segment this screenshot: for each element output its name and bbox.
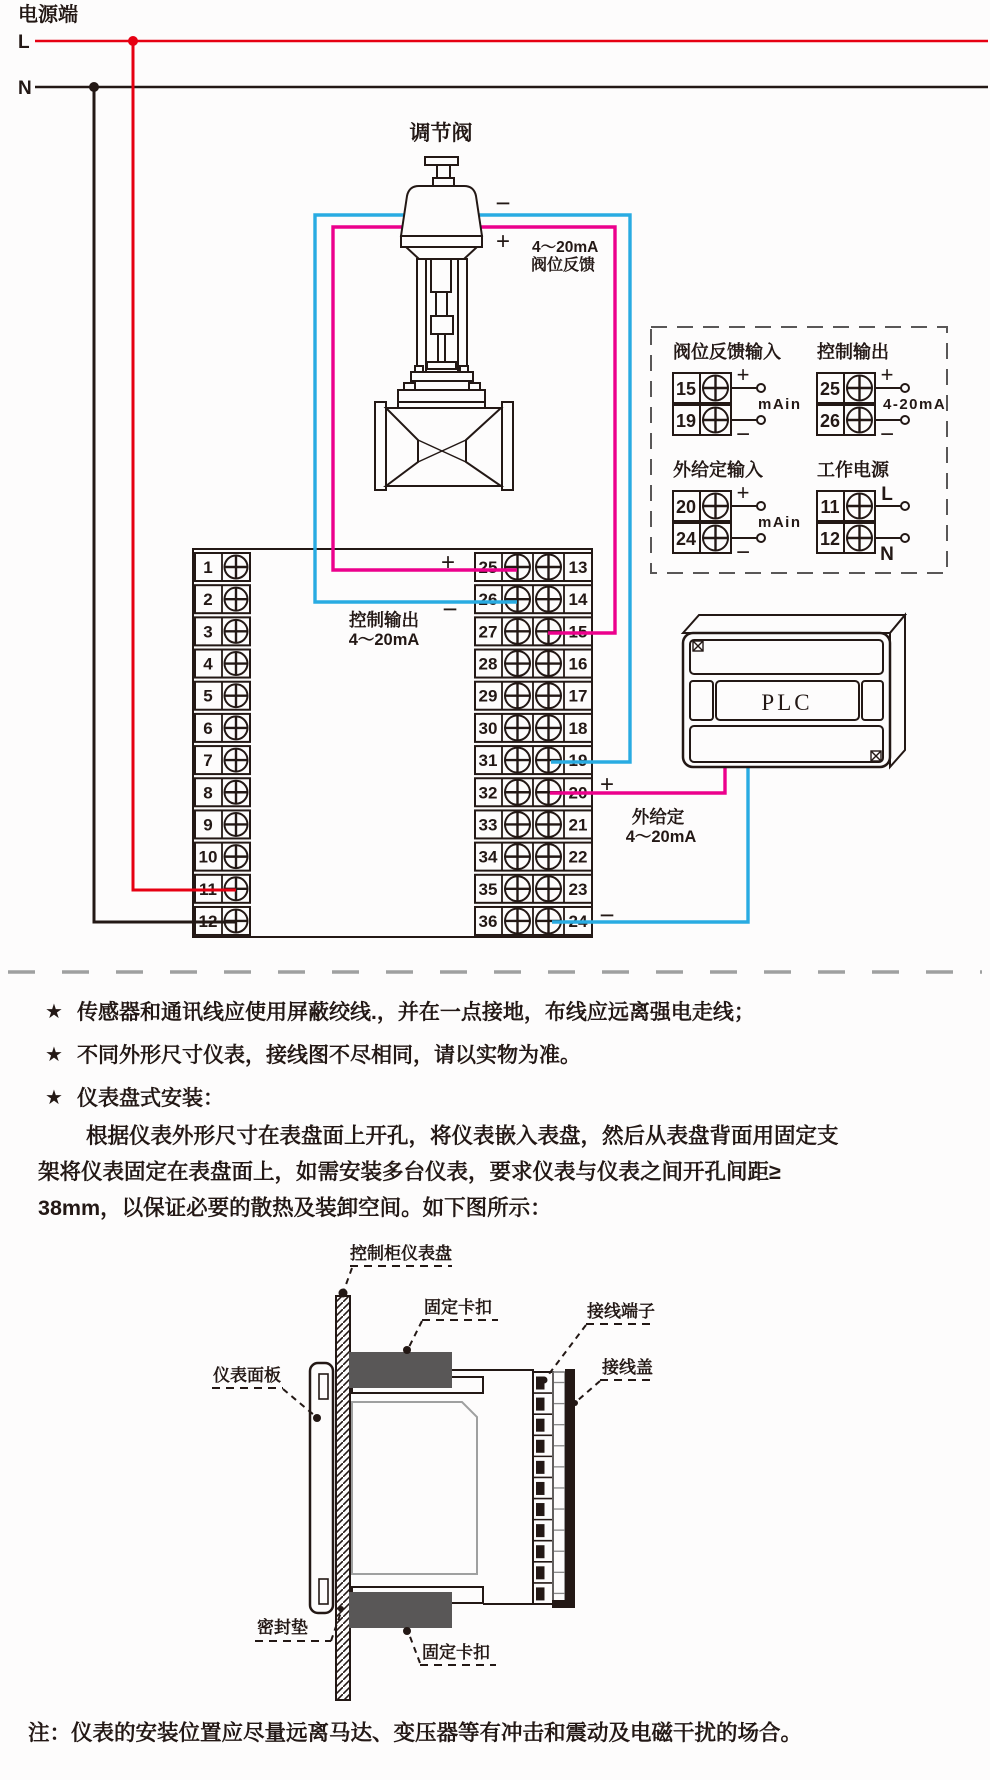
paragraph-line: 38mm，以保证必要的散热及装卸空间。如下图所示： — [38, 1196, 552, 1220]
terminal-number: 6 — [203, 718, 213, 738]
fixing-clip-bottom — [349, 1592, 452, 1628]
terminal-number: − — [735, 421, 751, 448]
power-rails — [18, 2, 988, 99]
terminal-number: 19 — [568, 751, 588, 771]
label-clip-bottom: 固定卡扣 — [422, 1643, 490, 1662]
legend-group — [673, 459, 802, 566]
note-bullet-text: 传感器和通讯线应使用屏蔽绞线.，并在一点接地，布线应远离强电走线； — [77, 1001, 755, 1024]
plc-label: PLC — [761, 690, 813, 715]
legend-group — [817, 459, 909, 565]
terminal-number: N — [880, 544, 894, 565]
terminal-number: 12 — [819, 529, 841, 549]
terminal-number: 21 — [568, 815, 588, 835]
terminal-number: 33 — [478, 815, 498, 835]
setpoint-name: 外给定 — [631, 807, 685, 827]
terminal-number: 24 — [675, 529, 697, 549]
terminal-block — [193, 549, 592, 937]
terminal-number: − — [879, 421, 895, 448]
footnote: 注：仪表的安装位置应尽量远离马达、变压器等有冲击和震动及电磁干扰的场合。 — [28, 1721, 803, 1745]
legend-group — [673, 341, 802, 448]
terminal-number: 15 — [675, 379, 697, 399]
terminal-number: 15 — [568, 622, 588, 642]
valve-title: 调节阀 — [409, 122, 473, 145]
setpoint-range: 4～20mA — [625, 828, 697, 846]
neutral-label: N — [18, 78, 32, 99]
label-terminals: 接线端子 — [587, 1302, 655, 1321]
terminal-number: mAin — [758, 396, 802, 413]
label-front-panel: 仪表面板 — [213, 1366, 281, 1385]
terminal-number: 16 — [568, 654, 588, 674]
terminal-number: 控制输出 — [817, 342, 889, 362]
terminal-number: 20 — [568, 783, 588, 803]
label-cover: 接线盖 — [602, 1358, 653, 1377]
legend-box — [651, 327, 947, 573]
star-icon: ★ — [45, 1001, 63, 1023]
terminal-number: 25 — [819, 379, 841, 399]
terminal-number: L — [881, 484, 893, 505]
terminal-number: − — [735, 539, 751, 566]
note-bullet-text: 不同外形尺寸仪表，接线图不尽相同，请以实物为准。 — [77, 1044, 581, 1067]
terminal-number: mAin — [758, 514, 802, 531]
power-title: 电源端 — [18, 4, 78, 26]
terminal-number: 25 — [478, 558, 498, 577]
terminal-number: 36 — [478, 911, 498, 931]
terminal-number: 3 — [203, 622, 213, 642]
plc-box — [683, 615, 905, 767]
installation-diagram — [0, 1230, 990, 1720]
terminal-number: + — [736, 480, 750, 505]
terminal-number: 35 — [478, 879, 498, 899]
paragraph-line: 根据仪表外形尺寸在表盘面上开孔，将仪表嵌入表盘，然后从表盘背面用固定支 — [86, 1124, 839, 1148]
terminal-number: 22 — [568, 847, 588, 867]
notes-bullets — [45, 998, 972, 1127]
valve-body — [386, 408, 501, 486]
terminal-number: 29 — [478, 686, 498, 706]
terminal-strip — [533, 1372, 565, 1604]
terminal-number: 24 — [568, 911, 588, 931]
terminal-number: + — [880, 362, 894, 387]
note-bullet — [45, 1084, 972, 1113]
legend-group — [817, 341, 946, 448]
label-clip-top: 固定卡扣 — [424, 1298, 492, 1317]
terminal-number: 1 — [203, 558, 213, 577]
terminal-number: 工作电源 — [817, 460, 889, 480]
terminal-number: 2 — [203, 590, 213, 610]
terminal-number: 26 — [819, 411, 841, 431]
terminal-number: + — [736, 362, 750, 387]
terminal-number: 12 — [198, 911, 218, 931]
terminal-number: 14 — [568, 590, 588, 610]
terminal-number: 外给定输入 — [673, 460, 763, 480]
terminal-number: 5 — [203, 686, 213, 706]
terminal-number: 30 — [478, 718, 498, 738]
terminal-number: 阀位反馈输入 — [673, 342, 781, 362]
terminal-number: 28 — [478, 654, 498, 674]
valve-feedback-name: 阀位反馈 — [531, 257, 596, 274]
valve-plus: + — [495, 228, 511, 255]
note-bullet — [45, 998, 972, 1027]
install-paragraph — [38, 1118, 960, 1226]
terminal-number: 9 — [203, 815, 213, 835]
terminal-number: 18 — [568, 718, 588, 738]
terminal-number: 31 — [478, 751, 498, 771]
ctrl-plus: + — [440, 549, 456, 576]
terminal-number: 19 — [675, 411, 697, 431]
paragraph-line: 架将仪表固定在表盘面上，如需安装多台仪表，要求仪表与仪表之间开孔间距≥ — [38, 1160, 781, 1184]
valve-actuator — [401, 186, 482, 236]
ctrl-name: 控制输出 — [349, 610, 419, 630]
terminal-number: 34 — [478, 847, 498, 867]
valve-feedback-range: 4～20mA — [532, 239, 599, 256]
terminal-number: 17 — [568, 686, 588, 706]
terminal-number: 11 — [199, 879, 217, 899]
setpoint-plus: + — [599, 771, 615, 798]
terminal-number: 20 — [675, 497, 697, 517]
terminal-number: 11 — [820, 497, 840, 517]
terminal-number: 32 — [478, 783, 498, 803]
instrument-case — [352, 1402, 477, 1574]
note-bullet — [45, 1041, 972, 1070]
live-label: L — [18, 32, 30, 53]
terminal-number: 4 — [203, 654, 213, 674]
valve-drawing — [375, 121, 513, 490]
fixing-clip-top — [349, 1352, 452, 1388]
ctrl-range: 4～20mA — [348, 631, 420, 649]
star-icon: ★ — [45, 1044, 63, 1066]
label-cabinet-panel: 控制柜仪表盘 — [350, 1244, 452, 1263]
valve-minus: − — [495, 188, 511, 218]
instrument-bezel — [310, 1363, 333, 1613]
terminal-number: 10 — [198, 847, 218, 867]
terminal-number: 4-20mA — [883, 396, 947, 413]
terminal-number: 7 — [203, 751, 213, 771]
cabinet-panel-bar — [336, 1296, 350, 1700]
terminal-number: 27 — [478, 622, 498, 642]
ctrl-minus: − — [442, 594, 458, 624]
label-gasket: 密封垫 — [257, 1618, 308, 1637]
star-icon: ★ — [45, 1087, 63, 1109]
terminal-number: 13 — [568, 558, 588, 577]
setpoint-minus: − — [599, 900, 615, 930]
terminal-number: 23 — [568, 879, 588, 899]
note-bullet-text: 仪表盘式安装： — [77, 1087, 224, 1110]
terminal-number: 26 — [478, 590, 498, 610]
terminal-number: 8 — [203, 783, 213, 803]
